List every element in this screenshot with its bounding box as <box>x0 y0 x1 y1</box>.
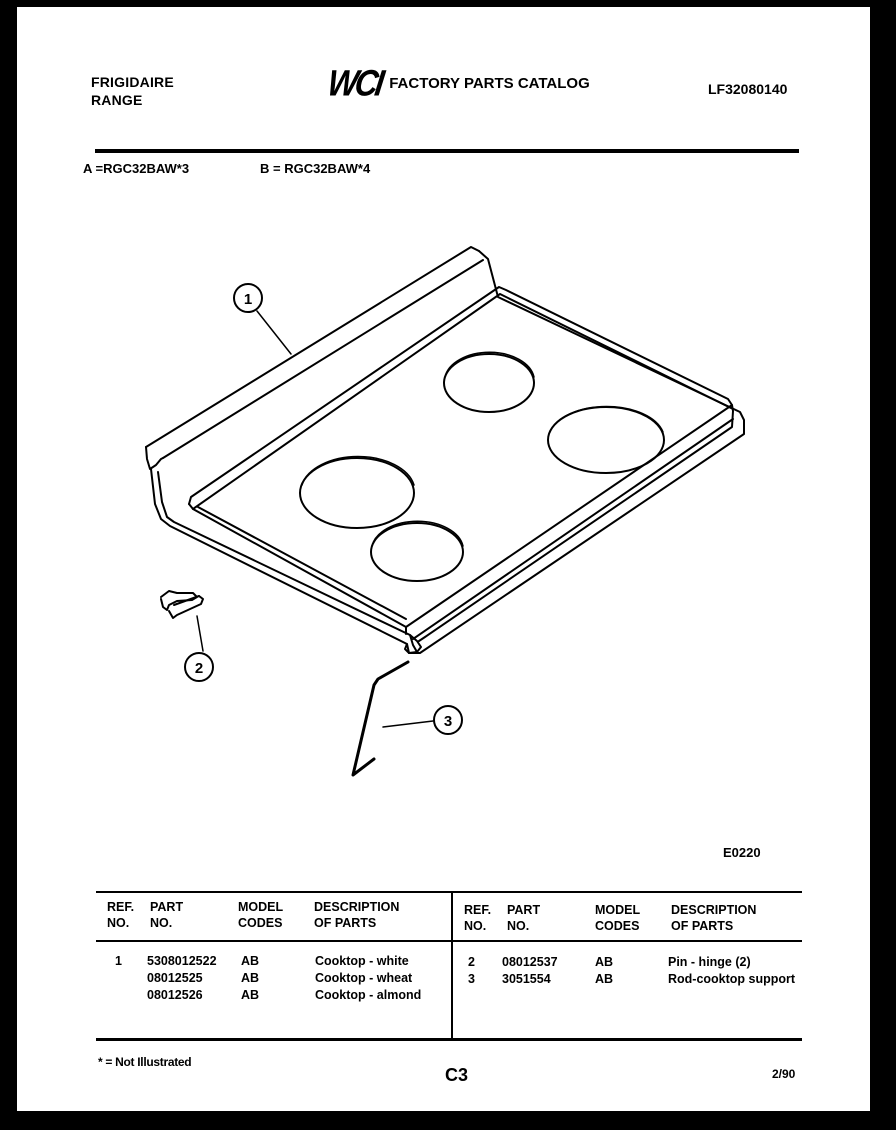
part-number: 3051554 <box>502 972 551 986</box>
col-model-header <box>238 899 283 931</box>
support-rod-part <box>353 662 408 775</box>
model-codes: AB <box>241 954 260 968</box>
model-codes: AB <box>595 955 614 969</box>
model-b: B = RGC32BAW*4 <box>260 161 371 176</box>
ref-header-line1: REF. <box>464 903 492 917</box>
ref-header-line1: REF. <box>107 900 135 914</box>
col-part-header-right <box>507 902 540 934</box>
model-codes: AB <box>241 971 260 985</box>
part-number: 08012537 <box>502 955 558 969</box>
cooktop-part <box>146 247 744 653</box>
description-column <box>315 953 421 1004</box>
ref-number: 1 <box>115 954 122 968</box>
col-ref-header-right <box>464 902 491 934</box>
part-description: Cooktop - wheat <box>315 971 413 985</box>
col-desc-header <box>314 899 399 931</box>
part-number: 08012526 <box>147 988 203 1002</box>
page-code: C3 <box>445 1065 469 1085</box>
col-model-header-right <box>595 902 640 934</box>
callout-3: 3 <box>443 713 453 730</box>
part-description: Cooktop - almond <box>315 988 422 1002</box>
exploded-parts-diagram <box>17 7 870 887</box>
product-type: RANGE <box>91 92 143 108</box>
part-header-line1: PART <box>150 900 184 914</box>
model-header-line2: CODES <box>595 919 640 933</box>
ref-number-column-right <box>468 954 475 988</box>
part-description: Cooktop - white <box>315 954 409 968</box>
model-codes-column-right <box>595 954 613 988</box>
part-number: 5308012522 <box>147 954 217 968</box>
table-bottom-rule <box>96 1038 802 1041</box>
document-number: LF32080140 <box>708 81 788 97</box>
catalog-page <box>17 7 870 1111</box>
col-desc-header-right <box>671 902 756 934</box>
desc-header-line1: DESCRIPTION <box>671 903 757 917</box>
wci-logo: WCI <box>325 62 385 104</box>
model-codes: AB <box>241 988 260 1002</box>
desc-header-line2: OF PARTS <box>671 919 734 933</box>
catalog-title: FACTORY PARTS CATALOG <box>389 74 590 92</box>
desc-header-line1: DESCRIPTION <box>314 900 400 914</box>
brand-name: FRIGIDAIRE <box>91 74 174 90</box>
hinge-pin-part <box>161 591 203 618</box>
part-header-line2: NO. <box>150 916 173 930</box>
table-header-rule <box>96 940 802 942</box>
part-description: Rod-cooktop support <box>668 972 796 986</box>
not-illustrated-note: * = Not Illustrated <box>98 1055 192 1069</box>
table-column-divider <box>451 892 453 1039</box>
description-column-right <box>668 954 795 988</box>
callout-2: 2 <box>194 660 204 677</box>
part-number-column <box>147 953 217 1004</box>
model-a: A =RGC32BAW*3 <box>83 161 190 176</box>
ref-number: 3 <box>468 972 475 986</box>
part-header-line2: NO. <box>507 919 530 933</box>
part-description: Pin - hinge (2) <box>668 955 751 969</box>
ref-header-line2: NO. <box>464 919 487 933</box>
model-codes-column <box>241 953 259 1004</box>
model-header-line1: MODEL <box>238 900 284 914</box>
model-header-line2: CODES <box>238 916 283 930</box>
ref-number: 2 <box>468 955 475 969</box>
col-part-header <box>150 899 183 931</box>
diagram-code: E0220 <box>723 845 761 860</box>
desc-header-line2: OF PARTS <box>314 916 377 930</box>
ref-header-line2: NO. <box>107 916 130 930</box>
model-codes: AB <box>595 972 614 986</box>
revision-date: 2/90 <box>772 1067 796 1081</box>
col-ref-header <box>107 899 134 931</box>
table-top-rule <box>96 891 802 893</box>
part-header-line1: PART <box>507 903 541 917</box>
table-row <box>115 953 122 970</box>
callout-1: 1 <box>243 291 253 308</box>
model-header-line1: MODEL <box>595 903 641 917</box>
part-number: 08012525 <box>147 971 203 985</box>
part-number-column-right <box>502 954 558 988</box>
